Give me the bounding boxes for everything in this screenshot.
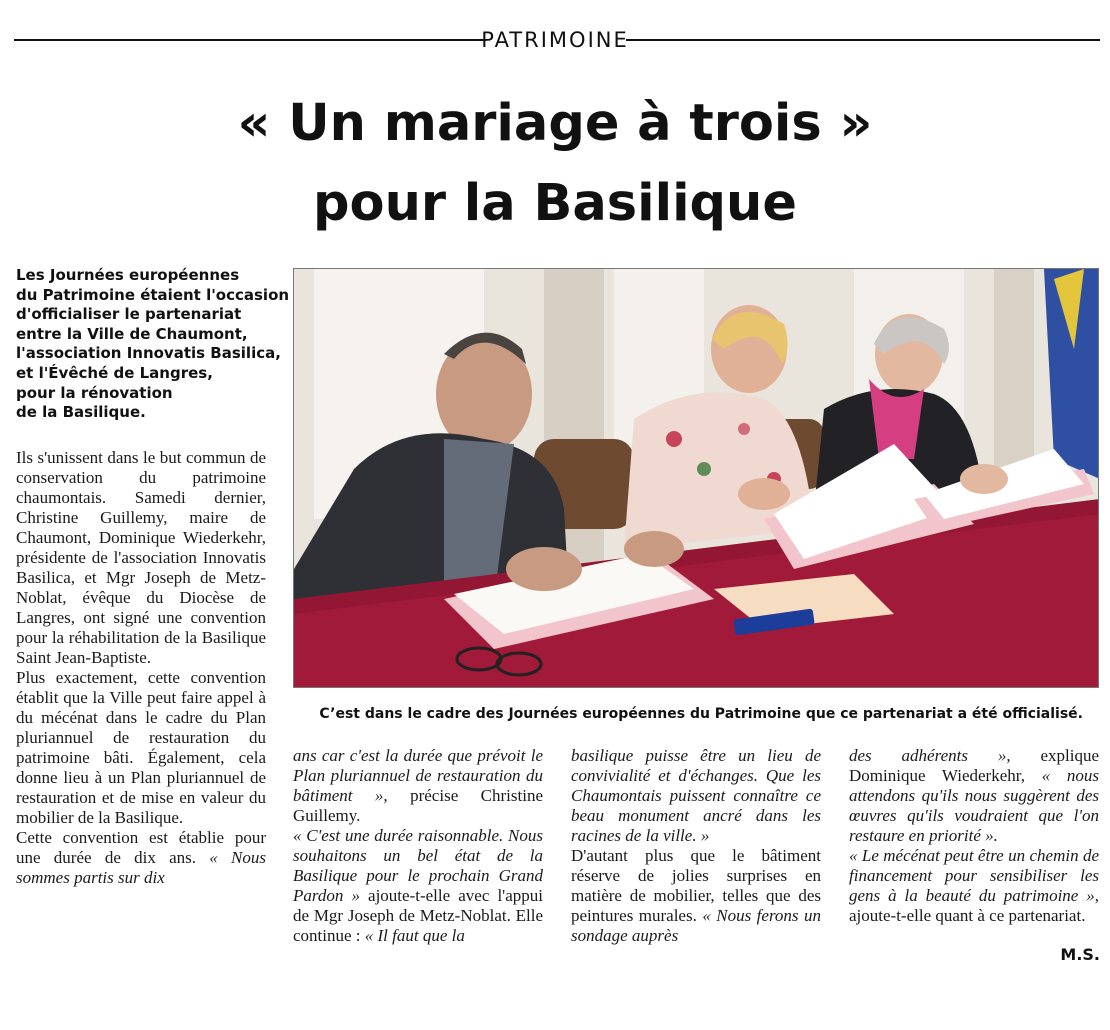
column-4-text-2: , ajoute-t-elle quant à ce partenariat. — [849, 886, 1099, 925]
column-2-text-2: ajoute-t-elle avec l'appui de Mgr Joseph de Metz-Noblat. Elle continue : — [293, 886, 543, 945]
column-1-text: Cette convention est établie pour une durée de dix ans. — [16, 828, 266, 867]
author-signature: M.S. — [1060, 945, 1100, 964]
headline-line-2: pour la Basilique — [313, 174, 797, 233]
lead-line: d'officialiser le partenariat — [16, 305, 242, 324]
column-1-paragraph-1: Ils s'unissent dans le but commun de conservation du patrimoine chaumontais. Samedi dernier, Christine Guillemy, maire de Chaumont, Dominique Wiederkehr, présidente de l'association Innovatis Basilica, et Mgr Joseph de Metz-Noblat, évêque du Diocèse de Langres, ont signé une convention pour la réhabilitation de la Basilique Saint Jean-Baptiste. — [16, 448, 266, 667]
column-4-quote-3: « Le mécénat peut être un chemin de financement pour sensibiliser les gens à la beauté du patrimoine » — [849, 846, 1099, 905]
article-headline — [0, 84, 1110, 244]
column-4-quote-1: des adhérents » — [849, 746, 1007, 765]
column-2-quote-1: ans car c'est la durée que prévoit le Plan pluriannuel de restauration du bâtiment » — [293, 746, 543, 805]
lead-line: de la Basilique. — [16, 403, 146, 422]
column-1-paragraph-2: Plus exactement, cette convention établit que la Ville peut faire appel à du mécénat dans le cadre du Plan pluriannuel de restauration du patrimoine bâti. Également, cela donne lieu à un Plan pluriannuel de restauration et de mise en valeur du mobilier de la Basilique. — [16, 668, 266, 827]
column-2-quote-2: « C'est une durée raisonnable. Nous souhaitons un bel état de la Basilique pour le prochain Grand Pardon » — [293, 826, 543, 905]
lead-line: entre la Ville de Chaumont, — [16, 324, 248, 343]
lead-line: du Patrimoine étaient l'occasion — [16, 285, 290, 304]
column-3-quote-1: basilique puisse être un lieu de convivialité et d'échanges. Que les Chaumontais puissent connaître ce beau monument ancré dans les racines de la ville. » — [571, 746, 821, 845]
rubric-rule-right — [626, 39, 1100, 41]
rubric-rule-left — [14, 39, 486, 41]
column-4-text-1: , explique Dominique Wiederkehr, — [849, 746, 1099, 785]
lead-line: Les Journées européennes — [16, 266, 240, 284]
article-lead — [16, 266, 290, 423]
column-2-text-1: , précise Christine Guillemy. — [293, 786, 543, 825]
column-3-text-1: D'autant plus que le bâtiment réserve de jolies surprises en matière de mobilier, telles que des peintures murales. — [571, 846, 821, 925]
photo-caption: C’est dans le cadre des Journées européennes du Patrimoine que ce partenariat a été officialisé. — [319, 706, 1083, 722]
lead-line: et l'Évêché de Langres, — [16, 363, 213, 382]
article-column-3 — [571, 746, 821, 946]
lead-line: pour la rénovation — [16, 383, 173, 402]
headline-line-1: « Un mariage à trois » — [237, 94, 873, 153]
column-1-quote: « Nous sommes partis sur dix — [16, 848, 266, 887]
column-1-paragraph-3 — [16, 828, 266, 888]
article-column-4 — [849, 746, 1099, 926]
signing-ceremony-photo — [293, 268, 1099, 688]
article-column-2 — [293, 746, 543, 946]
section-rubric: PATRIMOINE — [481, 28, 629, 52]
column-4-quote-2: « nous attendons qu'ils nous suggèrent des œuvres qu'ils voudraient que l'on restaure en priorité ». — [849, 766, 1099, 845]
article-column-1 — [16, 448, 266, 888]
column-2-quote-3: « Il faut que la — [364, 926, 465, 945]
lead-line: l'association Innovatis Basilica, — [16, 344, 281, 363]
column-3-quote-2: « Nous ferons un sondage auprès — [571, 906, 822, 945]
